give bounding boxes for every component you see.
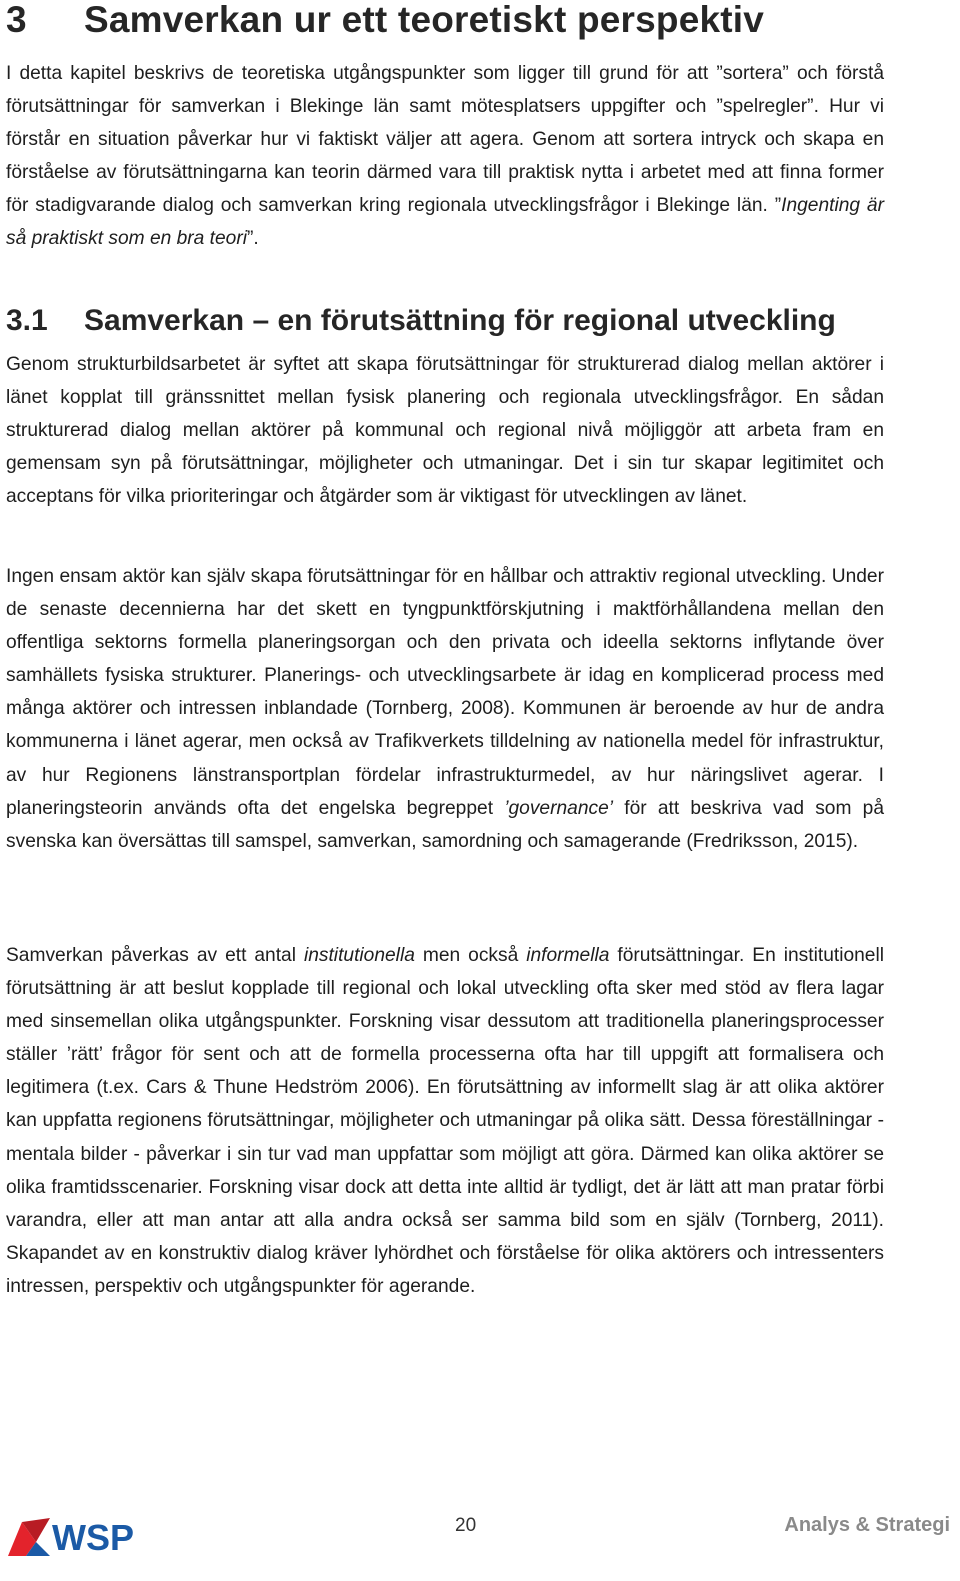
logo-text: WSP [52,1517,135,1558]
body-paragraph-3 [6,939,884,1303]
body-paragraph-2 [6,560,884,858]
chapter-heading [6,0,764,40]
italic-text: institutionella [303,945,415,966]
italic-text: Ingenting är så praktiskt som en bra teori [6,195,884,250]
chapter-title: Samverkan ur ett teoretiskt perspektiv [84,0,765,40]
intro-paragraph [6,57,884,256]
text-run: ”. [247,228,259,250]
body-paragraph-1: Genom strukturbildsarbetet är syftet att skapa förutsättningar för strukturerad dialog mellan aktörer i länet kopplat till gränssnittet mellan fysisk planering och regionala utvecklingsfrågor. En sådan strukturerad dialog mellan aktörer på kommunal och regional nivå möjliggör att arbeta fram en gemensam syn på förutsättningar, möjligheter och utmaningar. Det i sin tur skapar legitimitet och acceptans för vilka prioriteringar och åtgärder som är viktigast för utvecklingen av länet. [6,354,884,508]
italic-text: ’governance’ [504,797,614,819]
text-run: I detta kapitel beskrivs de teoretiska utgångspunkter som ligger till grund för att ”sortera” och förstå förutsättningar för samverkan i Blekinge län samt mötesplatsers uppgifter och ”spelregler”. Hur vi förstår en situation påverkar hur vi faktiskt väljer att agera. Genom att sortera intryck och skapa en förståelse av förutsättningarna kan teorin därmed vara till praktisk nytta i arbetet med att finna former för stadigvarande dialog och samverkan kring regionala utvecklingsfrågor i Blekinge län. ” [6,63,884,217]
text-run: Samverkan påverkas av ett antal [6,945,304,966]
footer-section-label: Analys & Strategi [784,1514,950,1536]
text-run: Ingen ensam aktör kan själv skapa förutsättningar för en hållbar och attraktiv regional utveckling. Under de senaste decennierna har det skett en tyngpunktförskjutning i maktförhållandena mellan den offentliga sektorns formella planeringsorgan och den privata och ideella sektorns inflytande över samhällets fysiska strukturer. Planerings- och utvecklingsarbete är idag en komplicerad process med många aktörer och intressen inblandade (Tornberg, 2008). Kommunen är beroende av hur de andra kommunerna i länet agerar, men också av Trafikverkets tilldelning av nationella medel för infrastruktur, av hur Regionens länstransportplan fördelar infrastrukturmedel, av hur näringslivet agerar. I planeringsteorin används ofta det engelska begreppet [6,566,884,819]
section-title: Samverkan – en förutsättning för regional utveckling [84,304,836,337]
section-number: 3.1 [6,304,48,337]
text-run: men också [414,945,527,966]
wsp-logo [6,1512,164,1560]
text-run: för att beskriva vad som på svenska kan översättas till samspel, samverkan, samordning och samagerande (Fredriksson, 2015). [6,797,884,852]
italic-text: informella [526,945,610,966]
section-heading [6,303,836,339]
page-number: 20 [455,1515,477,1536]
text-run: förutsättningar. En institutionell förutsättning är att beslut kopplade till regional och lokal utveckling ofta sker med stöd av flera lagar med sinsemellan olika utgångspunkter. Forskning visar dessutom att traditionella planeringsprocesser ställer ’rätt’ frågor för sent och att de formella processerna ofta har till uppgift att formalisera och legitimera (t.ex. Cars & Thune Hedström 2006). En förutsättning av informellt slag är att olika aktörer kan uppfatta regionens förutsättningar, möjligheter och utmaningar på olika sätt. Dessa föreställningar - mentala bilder - påverkar i sin tur vad man uppfattar som möjligt att göra. Därmed kan olika aktörer se olika framtidsscenarier. Forskning visar dock att detta inte alltid är tydligt, det är lätt att man pratar förbi varandra, eller att man antar att alla andra också ser samma bild som en själv (Tornberg, 2011). Skapandet av en konstruktiv dialog kräver lyhördhet och förståelse för olika aktörers och intressenters intressen, perspektiv och utgångspunkter för agerande. [6,945,884,1297]
chapter-number: 3 [6,0,27,40]
